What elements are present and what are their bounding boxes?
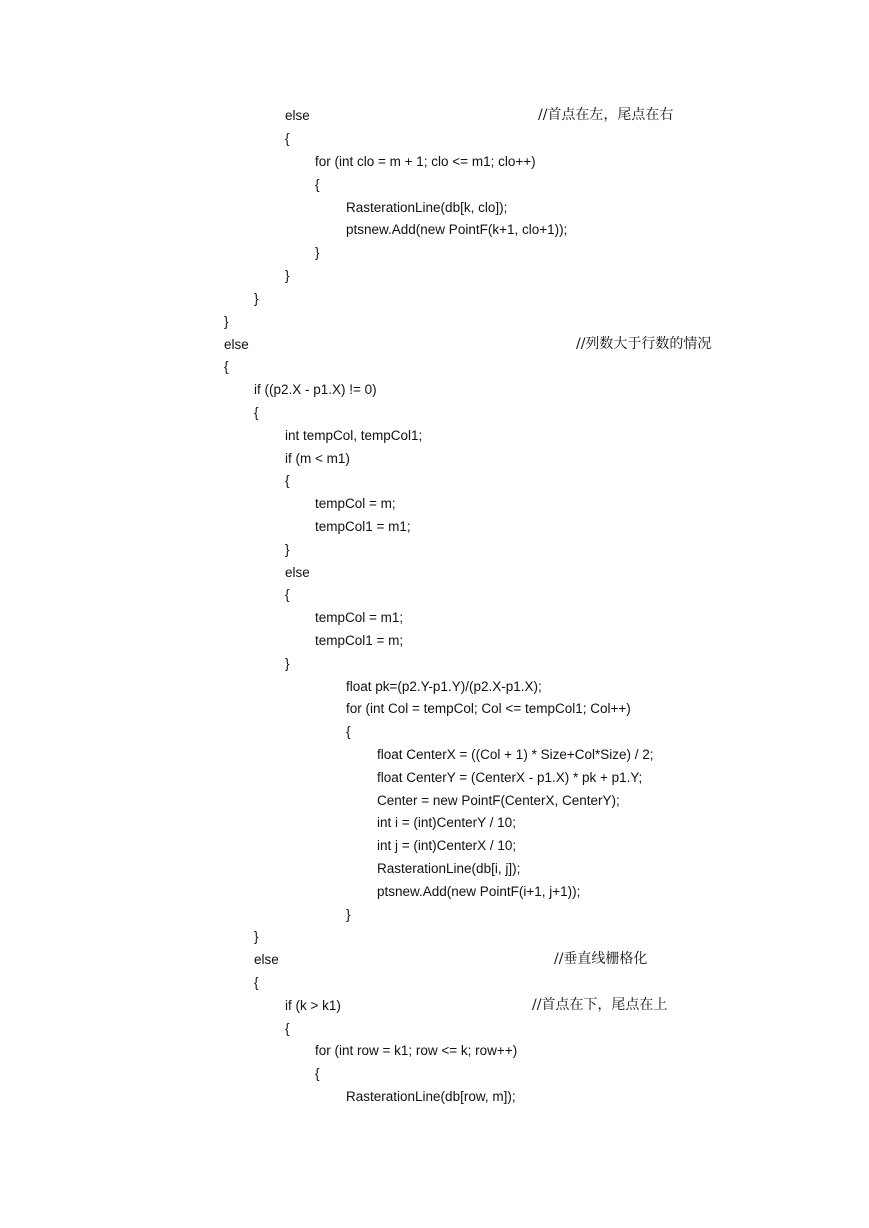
code-line: else <box>285 565 310 580</box>
code-line: RasterationLine(db[i, j]); <box>377 861 521 876</box>
code-line: { <box>285 131 290 146</box>
code-line: } <box>285 268 290 283</box>
code-line: } <box>346 907 351 922</box>
code-line: tempCol = m1; <box>315 610 404 625</box>
code-line: } <box>285 542 290 557</box>
code-line: tempCol = m; <box>315 496 396 511</box>
code-line: else <box>285 108 310 123</box>
code-line: for (int Col = tempCol; Col <= tempCol1; Col++) <box>346 701 631 716</box>
code-line: tempCol1 = m1; <box>315 519 411 534</box>
code-line: else <box>224 337 249 352</box>
code-comment: //首点在左，尾点在右 <box>538 107 674 123</box>
code-line: float CenterX = ((Col + 1) * Size+Col*Size) / 2; <box>377 747 654 762</box>
code-line: } <box>254 929 259 944</box>
code-line: { <box>254 405 259 420</box>
code-line: { <box>285 1021 290 1036</box>
code-line: } <box>224 314 229 329</box>
code-line: ptsnew.Add(new PointF(i+1, j+1)); <box>377 884 581 899</box>
code-line: else <box>254 952 279 967</box>
code-line: } <box>285 656 290 671</box>
code-line: { <box>285 473 290 488</box>
code-line: { <box>315 177 320 192</box>
code-line: { <box>285 587 290 602</box>
code-line: float CenterY = (CenterX - p1.X) * pk + p1.Y; <box>377 770 643 785</box>
code-comment: //垂直线栅格化 <box>554 951 648 967</box>
code-line: tempCol1 = m; <box>315 633 404 648</box>
code-line: for (int clo = m + 1; clo <= m1; clo++) <box>315 154 536 169</box>
code-line: RasterationLine(db[row, m]); <box>346 1089 516 1104</box>
code-comment: //列数大于行数的情况 <box>576 336 712 352</box>
code-line: float pk=(p2.Y-p1.Y)/(p2.X-p1.X); <box>346 679 542 694</box>
code-line: if (k > k1) <box>285 998 341 1013</box>
code-line: { <box>224 359 229 374</box>
code-line: { <box>254 975 259 990</box>
code-line: Center = new PointF(CenterX, CenterY); <box>377 793 620 808</box>
code-line: int i = (int)CenterY / 10; <box>377 815 516 830</box>
code-line: { <box>346 724 351 739</box>
code-line: int tempCol, tempCol1; <box>285 428 423 443</box>
code-line: RasterationLine(db[k, clo]); <box>346 200 508 215</box>
code-line: ptsnew.Add(new PointF(k+1, clo+1)); <box>346 222 568 237</box>
code-line: } <box>315 245 320 260</box>
code-line: if ((p2.X - p1.X) != 0) <box>254 382 377 397</box>
code-line: for (int row = k1; row <= k; row++) <box>315 1043 518 1058</box>
code-line: { <box>315 1066 320 1081</box>
code-line: int j = (int)CenterX / 10; <box>377 838 517 853</box>
code-comment: //首点在下，尾点在上 <box>532 997 668 1013</box>
code-line: } <box>254 291 259 306</box>
code-line: if (m < m1) <box>285 451 350 466</box>
